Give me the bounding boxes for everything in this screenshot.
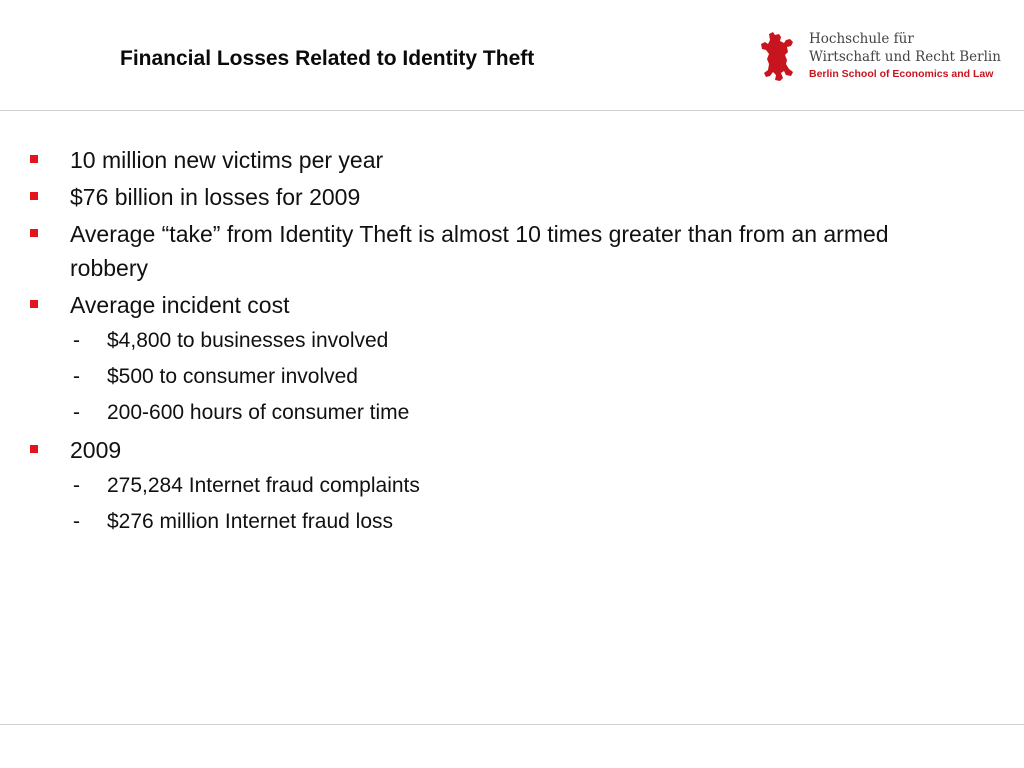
bullet-square-icon: [30, 229, 38, 237]
bullet-list: [0, 143, 1024, 542]
sub-bullet-text: 200-600 hours of consumer time: [107, 401, 410, 424]
bullet-square-icon: [30, 300, 38, 308]
bullet-item: [0, 143, 1024, 177]
slide-title: Financial Losses Related to Identity Theft: [120, 47, 535, 70]
bullet-text: Average incident cost: [70, 292, 290, 318]
bullet-item: [0, 433, 1024, 467]
bullet-square-icon: [30, 155, 38, 163]
bullet-square-icon: [30, 192, 38, 200]
sub-bullet-item: [0, 397, 1024, 429]
logo-line-1: Hochschule für: [809, 31, 914, 47]
sub-bullet-text: 275,284 Internet fraud complaints: [107, 474, 420, 497]
bullet-text: $76 billion in losses for 2009: [70, 184, 361, 210]
bullet-item: [0, 180, 1024, 214]
sub-bullet-text: $276 million Internet fraud loss: [107, 510, 393, 533]
bullet-text: Average “take” from Identity Theft is almost 10 times greater than from an armed robbery: [70, 221, 889, 281]
bullet-item: [0, 288, 1024, 322]
sub-bullet-text: $4,800 to businesses involved: [107, 329, 389, 352]
sub-bullet-text: $500 to consumer involved: [107, 365, 358, 388]
bullet-text: 10 million new victims per year: [70, 147, 384, 173]
sub-bullet-item: [0, 325, 1024, 357]
logo-line-2: Wirtschaft und Recht Berlin: [809, 49, 1001, 65]
berlin-bear-icon: [760, 31, 796, 83]
sub-bullet-item: [0, 470, 1024, 502]
sub-bullet-item: [0, 361, 1024, 393]
logo-line-3: Berlin School of Economics and Law: [809, 68, 994, 80]
dash-marker: -: [73, 474, 80, 497]
footer-divider: [0, 724, 1024, 725]
sub-bullet-item: [0, 506, 1024, 538]
bullet-square-icon: [30, 445, 38, 453]
university-logo: [760, 30, 1010, 86]
dash-marker: -: [73, 510, 80, 533]
dash-marker: -: [73, 401, 80, 424]
header-divider: [0, 110, 1024, 111]
bullet-item: [0, 217, 1024, 285]
dash-marker: -: [73, 365, 80, 388]
bullet-text: 2009: [70, 437, 122, 463]
dash-marker: -: [73, 329, 80, 352]
